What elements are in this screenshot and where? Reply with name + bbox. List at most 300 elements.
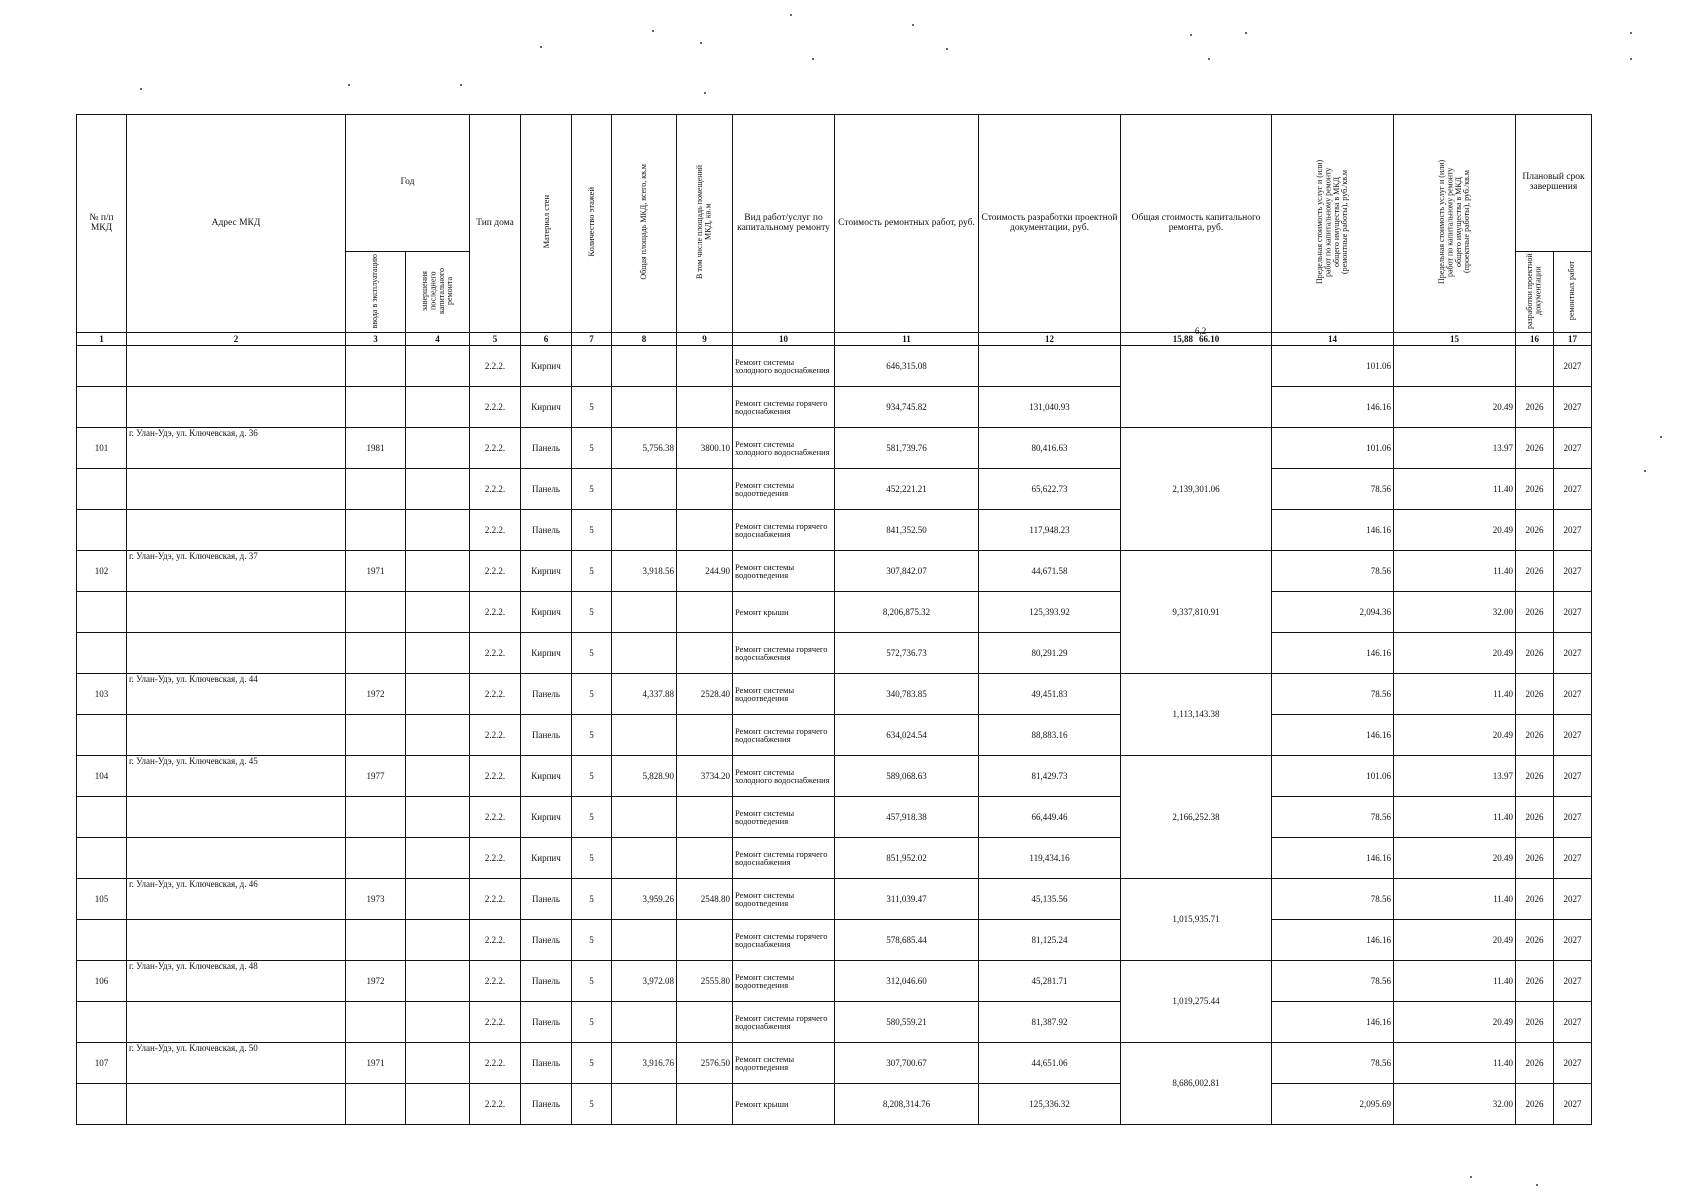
cell-year-last-repair	[406, 551, 470, 592]
cell-floors: 5	[572, 674, 612, 715]
cell-number: 104	[77, 756, 127, 797]
cell-number	[77, 387, 127, 428]
cell-number	[77, 920, 127, 961]
cell-wall-material: Кирпич	[521, 551, 572, 592]
table-row	[77, 551, 1592, 592]
scan-speck	[540, 46, 542, 48]
cell-premises-area	[677, 1002, 733, 1043]
cell-deadline-repair: 2027	[1554, 920, 1592, 961]
cell-premises-area	[677, 346, 733, 387]
scan-speck	[460, 84, 462, 86]
cell-year-last-repair	[406, 1002, 470, 1043]
cell-work-type: Ремонт системы водоотведения	[733, 879, 835, 920]
cell-limit-design: 13.97	[1394, 756, 1516, 797]
cell-work-type: Ремонт крыши	[733, 592, 835, 633]
header-limit-design: Предельная стоимость услуг и (или) работ по капитальному ремонту общего имущества в МКД (проектные работы), руб./кв.м	[1394, 115, 1516, 333]
cell-premises-area	[677, 633, 733, 674]
cell-floors: 5	[572, 387, 612, 428]
table-row	[77, 920, 1592, 961]
cell-design-cost: 44,671.58	[979, 551, 1121, 592]
cell-limit-repair: 78.56	[1272, 1043, 1394, 1084]
cell-total-area	[612, 592, 677, 633]
cell-work-type: Ремонт системы холодного водоснабжения	[733, 346, 835, 387]
cell-wall-material: Панель	[521, 428, 572, 469]
cell-year-last-repair	[406, 346, 470, 387]
cell-total-cost: 1,015,935.71	[1121, 879, 1272, 961]
cell-limit-design: 32.00	[1394, 592, 1516, 633]
cell-repair-cost: 841,352.50	[835, 510, 979, 551]
cell-limit-repair: 78.56	[1272, 674, 1394, 715]
cell-deadline-repair: 2027	[1554, 551, 1592, 592]
header-deadline: Плановый срок завершения	[1516, 115, 1592, 252]
cell-deadline-repair: 2027	[1554, 633, 1592, 674]
cell-deadline-design: 2026	[1516, 715, 1554, 756]
header-year: Год	[346, 115, 470, 252]
cell-deadline-design: 2026	[1516, 838, 1554, 879]
cell-number	[77, 592, 127, 633]
cell-deadline-repair: 2027	[1554, 674, 1592, 715]
cell-repair-cost: 851,952.02	[835, 838, 979, 879]
cell-year-last-repair	[406, 592, 470, 633]
cell-deadline-design: 2026	[1516, 961, 1554, 1002]
cell-limit-repair: 146.16	[1272, 715, 1394, 756]
cell-repair-cost: 578,685.44	[835, 920, 979, 961]
cell-design-cost: 66,449.46	[979, 797, 1121, 838]
header-year-commissioning: ввода в эксплуатацию	[346, 252, 406, 333]
cell-floors: 5	[572, 551, 612, 592]
cell-floors	[572, 346, 612, 387]
cell-repair-cost: 581,739.76	[835, 428, 979, 469]
cell-address	[127, 715, 346, 756]
cell-design-cost: 65,622.73	[979, 469, 1121, 510]
cell-limit-design: 11.40	[1394, 797, 1516, 838]
column-number: 6	[521, 333, 572, 346]
cell-deadline-design: 2026	[1516, 469, 1554, 510]
cell-limit-repair: 101.06	[1272, 756, 1394, 797]
column-number: 17	[1554, 333, 1592, 346]
cell-total-cost	[1121, 346, 1272, 428]
cell-limit-repair: 101.06	[1272, 346, 1394, 387]
cell-wall-material: Кирпич	[521, 756, 572, 797]
cell-house-type: 2.2.2.	[470, 510, 521, 551]
scan-speck	[1630, 32, 1632, 34]
cell-design-cost: 80,416.63	[979, 428, 1121, 469]
cell-deadline-design: 2026	[1516, 633, 1554, 674]
cell-premises-area	[677, 838, 733, 879]
cell-year-last-repair	[406, 879, 470, 920]
cell-deadline-design: 2026	[1516, 1043, 1554, 1084]
cell-total-area	[612, 920, 677, 961]
cell-floors: 5	[572, 961, 612, 1002]
cell-year-commissioning	[346, 346, 406, 387]
cell-limit-repair: 78.56	[1272, 879, 1394, 920]
cell-wall-material: Панель	[521, 920, 572, 961]
cell-limit-design: 20.49	[1394, 920, 1516, 961]
cell-work-type: Ремонт системы горячего водоснабжения	[733, 920, 835, 961]
scan-speck	[946, 48, 948, 50]
cell-repair-cost: 312,046.60	[835, 961, 979, 1002]
cell-year-commissioning: 1973	[346, 879, 406, 920]
cell-repair-cost: 634,024.54	[835, 715, 979, 756]
cell-floors: 5	[572, 920, 612, 961]
cell-repair-cost: 340,783.85	[835, 674, 979, 715]
cell-year-last-repair	[406, 838, 470, 879]
cell-year-last-repair	[406, 387, 470, 428]
cell-design-cost	[979, 346, 1121, 387]
cell-limit-design: 11.40	[1394, 674, 1516, 715]
cell-address	[127, 920, 346, 961]
cell-limit-repair: 78.56	[1272, 797, 1394, 838]
cell-deadline-design: 2026	[1516, 510, 1554, 551]
cell-house-type: 2.2.2.	[470, 387, 521, 428]
cell-limit-design: 20.49	[1394, 1002, 1516, 1043]
scan-speck	[700, 42, 702, 44]
cell-house-type: 2.2.2.	[470, 961, 521, 1002]
cell-wall-material: Панель	[521, 1084, 572, 1125]
table-row	[77, 1002, 1592, 1043]
cell-limit-repair: 78.56	[1272, 551, 1394, 592]
cell-deadline-repair: 2027	[1554, 838, 1592, 879]
cell-premises-area	[677, 1084, 733, 1125]
cell-house-type: 2.2.2.	[470, 633, 521, 674]
cell-total-area	[612, 1084, 677, 1125]
cell-address	[127, 387, 346, 428]
scan-speck	[812, 58, 814, 60]
cell-deadline-design: 2026	[1516, 879, 1554, 920]
cell-floors: 5	[572, 715, 612, 756]
cell-deadline-design: 2026	[1516, 592, 1554, 633]
cell-total-cost: 8,686,002.81	[1121, 1043, 1272, 1125]
cell-year-commissioning: 1972	[346, 674, 406, 715]
cell-year-commissioning: 1977	[346, 756, 406, 797]
cell-limit-design: 20.49	[1394, 510, 1516, 551]
cell-total-cost: 1,113,143.38	[1121, 674, 1272, 756]
column-number-row	[77, 333, 1592, 346]
cell-number: 101	[77, 428, 127, 469]
cell-deadline-repair: 2027	[1554, 715, 1592, 756]
cell-deadline-repair: 2027	[1554, 797, 1592, 838]
header-address: Адрес МКД	[127, 115, 346, 333]
cell-limit-repair: 78.56	[1272, 961, 1394, 1002]
scan-speck	[790, 14, 792, 16]
cell-house-type: 2.2.2.	[470, 592, 521, 633]
column-number: 5	[470, 333, 521, 346]
header-deadline-repair: ремонтных работ	[1554, 252, 1592, 333]
table-row	[77, 961, 1592, 1002]
table-row	[77, 879, 1592, 920]
cell-deadline-design: 2026	[1516, 428, 1554, 469]
column-number: 14	[1272, 333, 1394, 346]
cell-work-type: Ремонт системы водоотведения	[733, 469, 835, 510]
cell-year-commissioning	[346, 920, 406, 961]
cell-year-commissioning: 1971	[346, 551, 406, 592]
cell-limit-repair: 2,094.36	[1272, 592, 1394, 633]
cell-design-cost: 119,434.16	[979, 838, 1121, 879]
cell-number	[77, 797, 127, 838]
cell-wall-material: Панель	[521, 715, 572, 756]
cell-deadline-repair: 2027	[1554, 387, 1592, 428]
cell-limit-design: 32.00	[1394, 1084, 1516, 1125]
cell-address: г. Улан-Удэ, ул. Ключевская, д. 36	[127, 428, 346, 469]
cell-total-cost: 2,139,301.06	[1121, 428, 1272, 551]
cell-house-type: 2.2.2.	[470, 428, 521, 469]
cell-number	[77, 1002, 127, 1043]
cell-address	[127, 592, 346, 633]
column-number: 12	[979, 333, 1121, 346]
cell-house-type: 2.2.2.	[470, 756, 521, 797]
cell-deadline-design: 2026	[1516, 1084, 1554, 1125]
cell-year-last-repair	[406, 920, 470, 961]
cell-design-cost: 125,393.92	[979, 592, 1121, 633]
table-row	[77, 674, 1592, 715]
cell-deadline-design: 2026	[1516, 1002, 1554, 1043]
cell-total-area: 3,959.26	[612, 879, 677, 920]
table-row	[77, 1084, 1592, 1125]
column-number: 10	[733, 333, 835, 346]
cell-deadline-design: 2026	[1516, 674, 1554, 715]
cell-limit-repair: 146.16	[1272, 1002, 1394, 1043]
cell-work-type: Ремонт системы водоотведения	[733, 797, 835, 838]
cell-premises-area	[677, 920, 733, 961]
cell-design-cost: 125,336.32	[979, 1084, 1121, 1125]
cell-premises-area	[677, 469, 733, 510]
column-number: 4	[406, 333, 470, 346]
cell-year-last-repair	[406, 510, 470, 551]
cell-deadline-design: 2026	[1516, 756, 1554, 797]
scan-speck	[1245, 32, 1247, 34]
cell-limit-repair: 2,095.69	[1272, 1084, 1394, 1125]
table-row	[77, 633, 1592, 674]
column-number: 2	[127, 333, 346, 346]
cell-wall-material: Панель	[521, 1043, 572, 1084]
scan-speck	[1470, 1176, 1472, 1178]
scan-speck	[704, 92, 706, 94]
cell-deadline-design: 2026	[1516, 387, 1554, 428]
cell-year-commissioning	[346, 387, 406, 428]
cell-year-commissioning	[346, 838, 406, 879]
cell-work-type: Ремонт системы водоотведения	[733, 961, 835, 1002]
column-number: 11	[835, 333, 979, 346]
table-row	[77, 346, 1592, 387]
cell-limit-design: 11.40	[1394, 551, 1516, 592]
cell-premises-area: 2555.80	[677, 961, 733, 1002]
cell-year-commissioning: 1981	[346, 428, 406, 469]
cell-premises-area: 3734.20	[677, 756, 733, 797]
cell-premises-area: 244.90	[677, 551, 733, 592]
cell-limit-design: 11.40	[1394, 469, 1516, 510]
cell-wall-material: Панель	[521, 510, 572, 551]
cell-year-last-repair	[406, 674, 470, 715]
cell-premises-area: 2528.40	[677, 674, 733, 715]
cell-address: г. Улан-Удэ, ул. Ключевская, д. 48	[127, 961, 346, 1002]
cell-year-commissioning	[346, 633, 406, 674]
cell-design-cost: 45,281.71	[979, 961, 1121, 1002]
column-number: 8	[612, 333, 677, 346]
cell-year-last-repair	[406, 961, 470, 1002]
cell-year-last-repair	[406, 1043, 470, 1084]
cell-floors: 5	[572, 428, 612, 469]
header-row	[77, 115, 1592, 252]
cell-house-type: 2.2.2.	[470, 797, 521, 838]
table-row	[77, 756, 1592, 797]
column-number: 1	[77, 333, 127, 346]
cell-design-cost: 80,291.29	[979, 633, 1121, 674]
cell-limit-repair: 146.16	[1272, 510, 1394, 551]
cell-work-type: Ремонт крыши	[733, 1084, 835, 1125]
column-number: 15,88 66.10	[1121, 333, 1272, 346]
cell-house-type: 2.2.2.	[470, 1002, 521, 1043]
header-year-last-repair: завершения последнего капитального ремонта	[406, 252, 470, 333]
cell-repair-cost: 8,208,314.76	[835, 1084, 979, 1125]
scan-speck	[1660, 436, 1662, 438]
cell-number: 106	[77, 961, 127, 1002]
cell-total-cost: 1,019,275.44	[1121, 961, 1272, 1043]
cell-design-cost: 44,651.06	[979, 1043, 1121, 1084]
cell-house-type: 2.2.2.	[470, 1043, 521, 1084]
scan-speck	[1644, 470, 1646, 472]
cell-house-type: 2.2.2.	[470, 674, 521, 715]
cell-limit-repair: 146.16	[1272, 838, 1394, 879]
header-repair-cost: Стоимость ремонтных работ, руб.	[835, 115, 979, 333]
cell-work-type: Ремонт системы водоотведения	[733, 1043, 835, 1084]
cell-total-area	[612, 469, 677, 510]
cell-repair-cost: 307,700.67	[835, 1043, 979, 1084]
cell-address	[127, 633, 346, 674]
cell-total-area	[612, 715, 677, 756]
table-row	[77, 387, 1592, 428]
cell-house-type: 2.2.2.	[470, 469, 521, 510]
cell-limit-design: 20.49	[1394, 715, 1516, 756]
table-row	[77, 838, 1592, 879]
cell-work-type: Ремонт системы холодного водоснабжения	[733, 428, 835, 469]
cell-deadline-design: 2026	[1516, 797, 1554, 838]
cell-work-type: Ремонт системы горячего водоснабжения	[733, 715, 835, 756]
cell-year-last-repair	[406, 1084, 470, 1125]
cell-year-last-repair	[406, 428, 470, 469]
cell-design-cost: 88,883.16	[979, 715, 1121, 756]
cell-design-cost: 49,451.83	[979, 674, 1121, 715]
cell-deadline-repair: 2027	[1554, 961, 1592, 1002]
table-body	[77, 346, 1592, 1125]
scan-speck	[1630, 58, 1632, 60]
cell-address: г. Улан-Удэ, ул. Ключевская, д. 44	[127, 674, 346, 715]
cell-work-type: Ремонт системы водоотведения	[733, 674, 835, 715]
cell-year-commissioning	[346, 510, 406, 551]
cell-year-last-repair	[406, 633, 470, 674]
column-number: 16	[1516, 333, 1554, 346]
cell-repair-cost: 934,745.82	[835, 387, 979, 428]
cell-floors: 5	[572, 510, 612, 551]
cell-wall-material: Панель	[521, 469, 572, 510]
cell-year-commissioning	[346, 1002, 406, 1043]
cell-repair-cost: 646,315.08	[835, 346, 979, 387]
cell-limit-design: 20.49	[1394, 838, 1516, 879]
cell-number	[77, 346, 127, 387]
cell-house-type: 2.2.2.	[470, 920, 521, 961]
cell-repair-cost: 307,842.07	[835, 551, 979, 592]
cell-deadline-design: 2026	[1516, 551, 1554, 592]
cell-deadline-repair: 2027	[1554, 879, 1592, 920]
cell-deadline-repair: 2027	[1554, 1002, 1592, 1043]
scan-speck	[140, 88, 142, 90]
cell-year-last-repair	[406, 797, 470, 838]
cell-address	[127, 469, 346, 510]
scan-speck	[1536, 1184, 1538, 1186]
cell-total-area	[612, 510, 677, 551]
cell-deadline-repair: 2027	[1554, 469, 1592, 510]
cell-work-type: Ремонт системы горячего водоснабжения	[733, 838, 835, 879]
cell-limit-design: 11.40	[1394, 1043, 1516, 1084]
header-limit-repair: Предельная стоимость услуг и (или) работ по капитальному ремонту общего имущества в МКД (ремонтные работы), руб./кв.м	[1272, 115, 1394, 333]
cell-total-area: 5,756.38	[612, 428, 677, 469]
cell-total-area: 3,916.76	[612, 1043, 677, 1084]
cell-total-cost: 9,337,810.91	[1121, 551, 1272, 674]
cell-deadline-design: 2026	[1516, 920, 1554, 961]
header-premises-area: В том числе площадь помещений МКД, кв.м	[677, 115, 733, 333]
cell-house-type: 2.2.2.	[470, 838, 521, 879]
cell-number: 107	[77, 1043, 127, 1084]
cell-floors: 5	[572, 592, 612, 633]
cell-work-type: Ремонт системы холодного водоснабжения	[733, 756, 835, 797]
cell-address: г. Улан-Удэ, ул. Ключевская, д. 50	[127, 1043, 346, 1084]
cell-deadline-repair: 2027	[1554, 346, 1592, 387]
cell-year-commissioning	[346, 1084, 406, 1125]
cell-wall-material: Кирпич	[521, 346, 572, 387]
cell-deadline-repair: 2027	[1554, 1043, 1592, 1084]
cell-limit-design: 11.40	[1394, 961, 1516, 1002]
cell-year-last-repair	[406, 469, 470, 510]
column-number: 7	[572, 333, 612, 346]
cell-repair-cost: 8,206,875.32	[835, 592, 979, 633]
stray-note: 6,2	[1195, 326, 1207, 336]
cell-total-area	[612, 387, 677, 428]
cell-address	[127, 510, 346, 551]
cell-total-area: 4,337.88	[612, 674, 677, 715]
scan-speck	[348, 84, 350, 86]
cell-floors: 5	[572, 1002, 612, 1043]
scan-speck	[912, 24, 914, 26]
cell-floors: 5	[572, 469, 612, 510]
cell-design-cost: 131,040.93	[979, 387, 1121, 428]
cell-total-area	[612, 633, 677, 674]
cell-total-area	[612, 1002, 677, 1043]
header-number: № п/п МКД	[77, 115, 127, 333]
cell-house-type: 2.2.2.	[470, 551, 521, 592]
cell-year-commissioning: 1972	[346, 961, 406, 1002]
cell-premises-area: 2576.50	[677, 1043, 733, 1084]
cell-repair-cost: 457,918.38	[835, 797, 979, 838]
cell-limit-design: 11.40	[1394, 879, 1516, 920]
cell-design-cost: 81,387.92	[979, 1002, 1121, 1043]
cell-address	[127, 797, 346, 838]
capital-repair-table	[76, 114, 1592, 1125]
cell-limit-design: 20.49	[1394, 633, 1516, 674]
cell-premises-area	[677, 510, 733, 551]
cell-deadline-repair: 2027	[1554, 1084, 1592, 1125]
cell-premises-area: 2548.80	[677, 879, 733, 920]
cell-wall-material: Кирпич	[521, 633, 572, 674]
cell-repair-cost: 311,039.47	[835, 879, 979, 920]
cell-floors: 5	[572, 633, 612, 674]
cell-total-area	[612, 838, 677, 879]
cell-address: г. Улан-Удэ, ул. Ключевская, д. 45	[127, 756, 346, 797]
cell-floors: 5	[572, 1084, 612, 1125]
table-row	[77, 469, 1592, 510]
cell-limit-repair: 146.16	[1272, 920, 1394, 961]
cell-premises-area	[677, 797, 733, 838]
header-wall-material: Материал стен	[521, 115, 572, 333]
cell-work-type: Ремонт системы горячего водоснабжения	[733, 1002, 835, 1043]
